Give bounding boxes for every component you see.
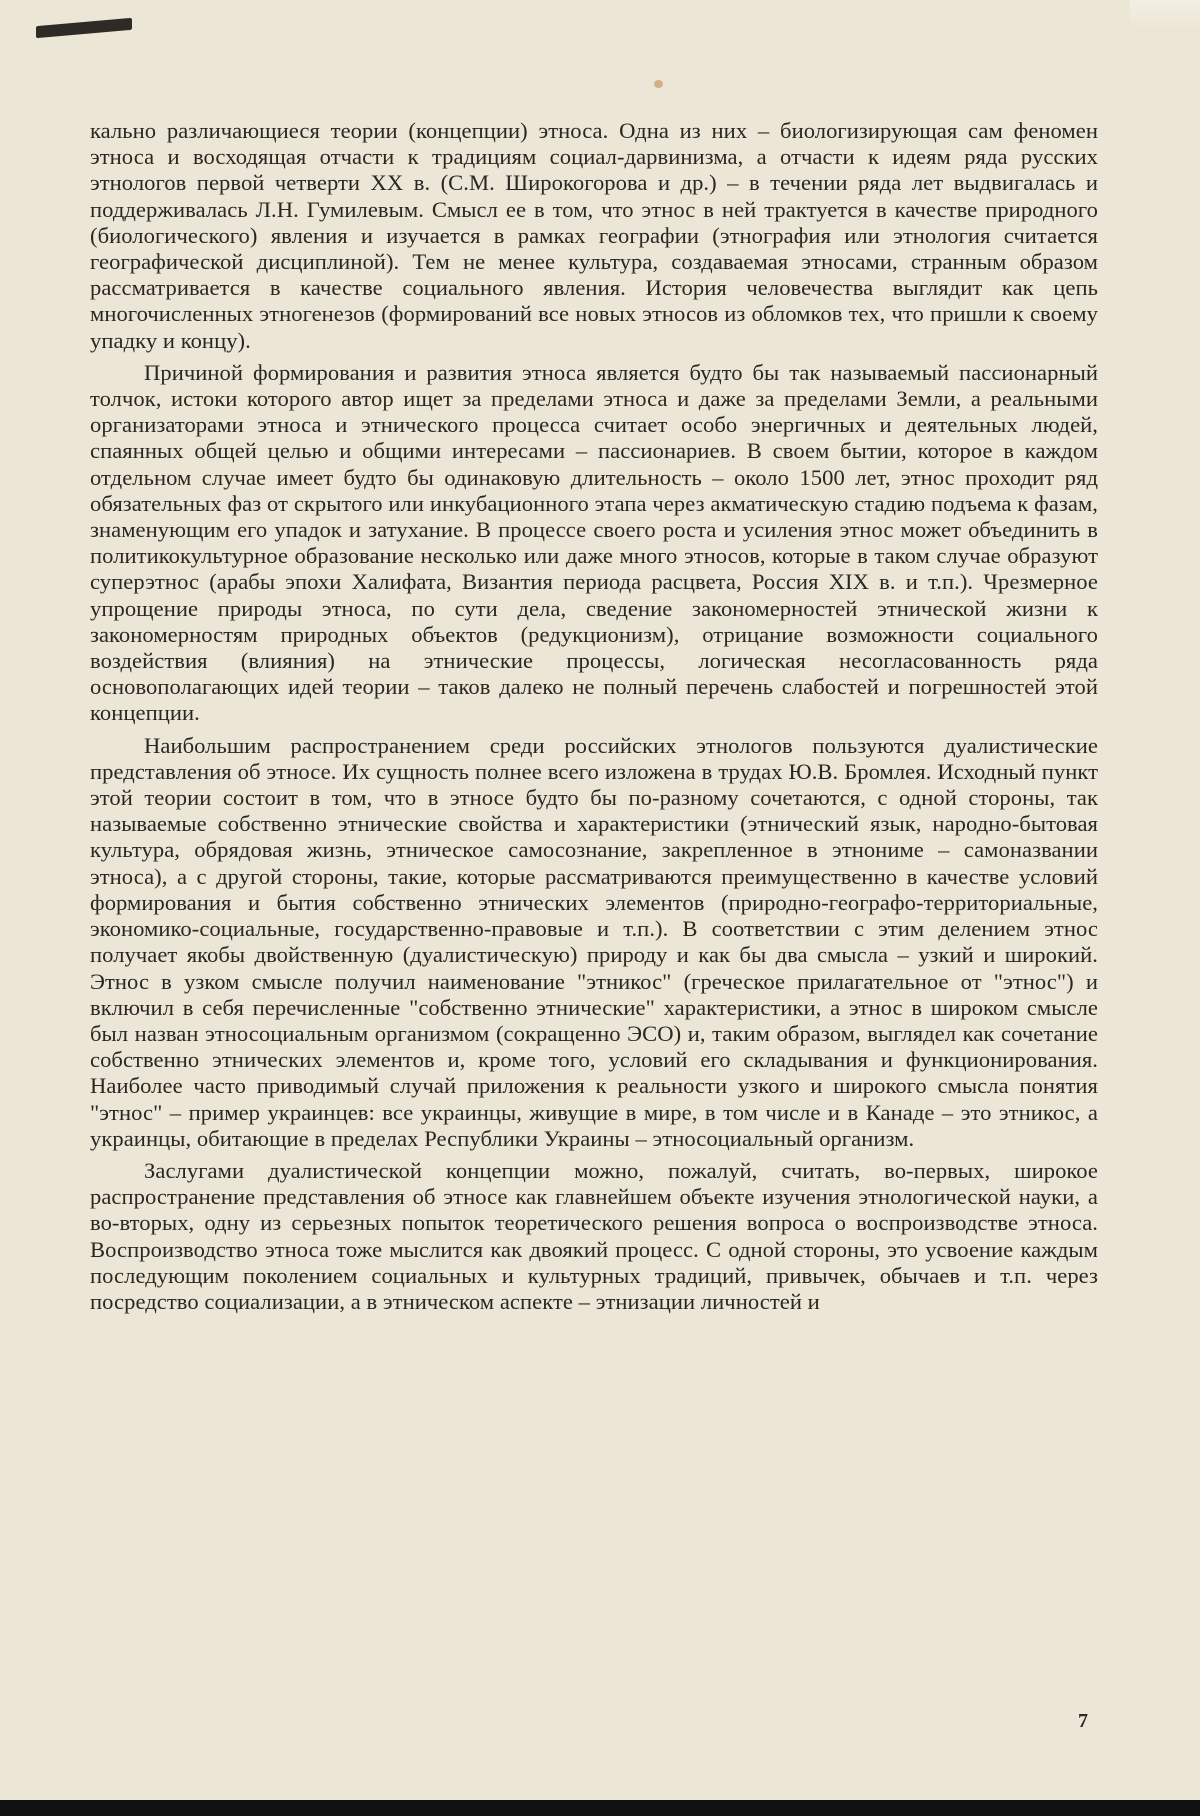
paper-stain	[654, 80, 663, 88]
paragraph-2: Причиной формирования и развития этноса является будто бы так называемый пассионарный толчок, истоки которого автор ищет за пределами этноса и даже за пределами Земли, а реальными организаторами этноса и этнического процесса считает особо энергичных и деятельных людей, спаянных общей целью и общими интересами – пассионариев. В своем бытии, которое в каждом отдельном случае имеет будто бы одинаковую длительность – около 1500 лет, этнос проходит ряд обязательных фаз от скрытого или инкубационного этапа через акматическую стадию подъема к фазам, знаменующим его упадок и затухание. В процессе своего роста и усиления этнос может объединить в политикокультурное образование несколько или даже много этносов, которые в таком случае образуют суперэтнос (арабы эпохи Халифата, Византия периода расцвета, Россия XIX в. и т.п.). Чрезмерное упрощение природы этноса, по сути дела, сведение закономерностей этнической жизни к закономерностям природных объектов (редукционизм), отрицание возможности социального воздействия (влияния) на этнические процессы, логическая несогласованность ряда основополагающих идей теории – таков далеко не полный перечень слабостей и погрешностей этой концепции.	[90, 360, 1098, 727]
book-page	[0, 0, 1200, 1816]
scan-corner-mark	[36, 18, 132, 38]
page-number: 7	[1078, 1710, 1088, 1733]
scan-bottom-edge	[0, 1800, 1200, 1816]
paragraph-4: Заслугами дуалистической концепции можно, пожалуй, считать, во-первых, широкое распространение представления об этносе как главнейшем объекте изучения этнологической науки, а во-вторых, одну из серьезных попыток теоретического решения вопроса о воспроизводстве этноса. Воспроизводство этноса тоже мыслится как двоякий процесс. С одной стороны, это усвоение каждым последующим поколением социальных и культурных традиций, привычек, обычаев и т.п. через посредство социализации, а в этническом аспекте – этнизации личностей и	[90, 1158, 1098, 1315]
scan-edge-shade	[1130, 0, 1200, 30]
body-text	[90, 118, 1098, 1315]
paragraph-3: Наибольшим распространением среди российских этнологов пользуются дуалистические представления об этносе. Их сущность полнее всего изложена в трудах Ю.В. Бромлея. Исходный пункт этой теории состоит в том, что в этносе будто бы по-разному сочетаются, с одной стороны, так называемые собственно этнические свойства и характеристики (этнический язык, народно-бытовая культура, обрядовая жизнь, этническое самосознание, закрепленное в этнониме – самоназвании этноса), а с другой стороны, такие, которые рассматриваются преимущественно в качестве условий формирования и бытия собственно этнических элементов (природно-географо-территориальные, экономико-социальные, государственно-правовые и т.п.). В соответствии с этим делением этнос получает якобы двойственную (дуалистическую) природу и как бы два смысла – узкий и широкий. Этнос в узком смысле получил наименование "этникос" (греческое прилагательное от "этнос") и включил в себя перечисленные "собственно этнические" характеристики, а этнос в широком смысле был назван этносоциальным организмом (сокращенно ЭСО) и, таким образом, выглядел как сочетание собственно этнических элементов и, кроме того, условий его складывания и функционирования. Наиболее часто приводимый случай приложения к реальности узкого и широкого смысла понятия "этнос" – пример украинцев: все украинцы, живущие в мире, в том числе и в Канаде – это этникос, а украинцы, обитающие в пределах Республики Украины – этносоциальный организм.	[90, 733, 1098, 1152]
paragraph-1: кально различающиеся теории (концепции) этноса. Одна из них – биологизирующая сам феномен этноса и восходящая отчасти к традициям социал-дарвинизма, а отчасти к идеям ряда русских этнологов первой четверти XX в. (С.М. Широкогорова и др.) – в течении ряда лет выдвигалась и поддерживалась Л.Н. Гумилевым. Смысл ее в том, что этнос в ней трактуется в качестве природного (биологического) явления и изучается в рамках географии (этнография или этнология считается географической дисциплиной). Тем не менее культура, создаваемая этносами, странным образом рассматривается в качестве социального явления. История человечества выглядит как цепь многочисленных этногенезов (формирований все новых этносов из обломков тех, что пришли к своему упадку и концу).	[90, 118, 1098, 354]
